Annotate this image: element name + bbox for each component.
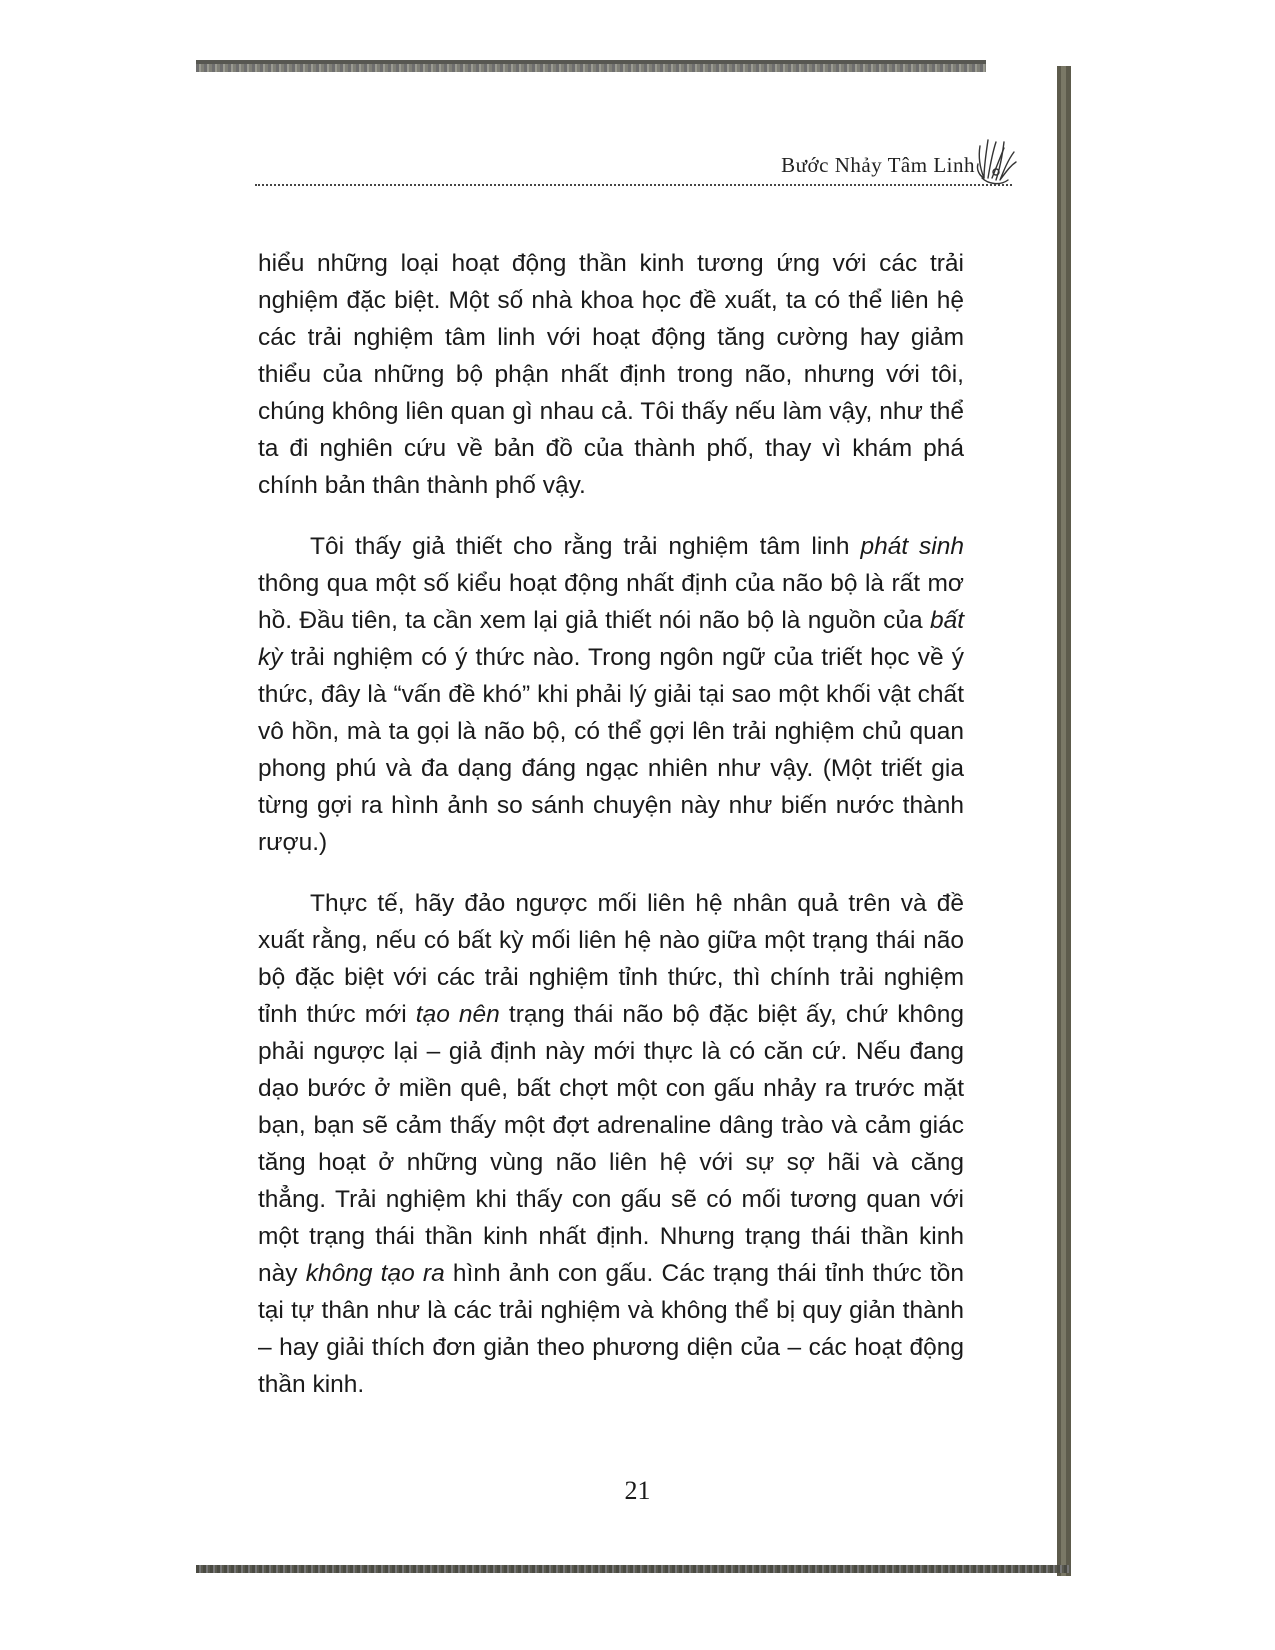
text-segment: trải nghiệm có ý thức nào. Trong ngôn ngữ của triết học về ý thức, đây là “vấn đề khó” khi phải lý giải tại sao một khối vật chất vô hồn, mà ta gọi là não bộ, có thể gợi lên trải nghiệm chủ quan phong phú và đa dạng đáng ngạc nhiên như vậy. (Một triết gia từng gợi ra hình ảnh so sánh chuyện này như biến nước thành rượu.) xyxy=(258,644,964,856)
text-segment: trạng thái não bộ đặc biệt ấy, chứ không phải ngược lại – giả định này mới thực là có căn cứ. Nếu đang dạo bước ở miền quê, bất chợt một con gấu nhảy ra trước mặt bạn, bạn sẽ cảm thấy một đợt adrenaline dâng trào và cảm giác tăng hoạt ở những vùng não liên hệ với sự sợ hãi và căng thẳng. Trải nghiệm khi thấy con gấu sẽ có mối tương quan với một trạng thái thần kinh nhất định. Nhưng trạng thái thần kinh này xyxy=(258,1001,964,1287)
text-segment: Tôi thấy giả thiết cho rằng trải nghiệm tâm linh xyxy=(310,533,861,560)
page-number: 21 xyxy=(624,1476,651,1505)
header-dotted-rule xyxy=(255,184,1012,186)
text-segment: hình ảnh con gấu. Các trạng thái tỉnh thức tồn tại tự thân như là các trải nghiệm và không thể bị quy giản thành – hay giải thích đơn giản theo phương diện của – các hoạt động thần kinh. xyxy=(258,1260,964,1398)
scan-edge-top xyxy=(196,60,986,72)
italic-phrase: bất kỳ xyxy=(258,607,964,671)
paragraph xyxy=(258,885,964,1403)
italic-phrase: không tạo ra xyxy=(305,1260,445,1287)
running-title: Bước Nhảy Tâm Linh xyxy=(781,153,975,177)
text-segment: hiểu những loại hoạt động thần kinh tương ứng với các trải nghiệm đặc biệt. Một số nhà khoa học đề xuất, ta có thể liên hệ các trải nghiệm tâm linh với hoạt động tăng cường hay giảm thiểu của những bộ phận nhất định trong não, nhưng với tôi, chúng không liên quan gì nhau cả. Tôi thấy nếu làm vậy, như thể ta đi nghiên cứu về bản đồ của thành phố, thay vì khám phá chính bản thân thành phố vậy. xyxy=(258,250,964,499)
scan-edge-right xyxy=(1057,66,1071,1576)
paragraph xyxy=(258,528,964,861)
running-header xyxy=(255,145,1015,181)
body-text xyxy=(258,245,964,1403)
paragraph xyxy=(258,245,964,504)
text-segment: thông qua một số kiểu hoạt động nhất định của não bộ là rất mơ hồ. Đầu tiên, ta cần xem lại giả thiết nói não bộ là nguồn của xyxy=(258,570,964,634)
scan-edge-bottom xyxy=(196,1565,1071,1573)
italic-phrase: tạo nên xyxy=(415,1001,500,1028)
hands-ornament-icon xyxy=(970,128,1022,188)
text-segment: Thực tế, hãy đảo ngược mối liên hệ nhân quả trên và đề xuất rằng, nếu có bất kỳ mối liên hệ nào giữa một trạng thái não bộ đặc biệt với các trải nghiệm tỉnh thức, thì chính trải nghiệm tỉnh thức mới xyxy=(258,890,964,1028)
italic-phrase: phát sinh xyxy=(860,533,965,560)
